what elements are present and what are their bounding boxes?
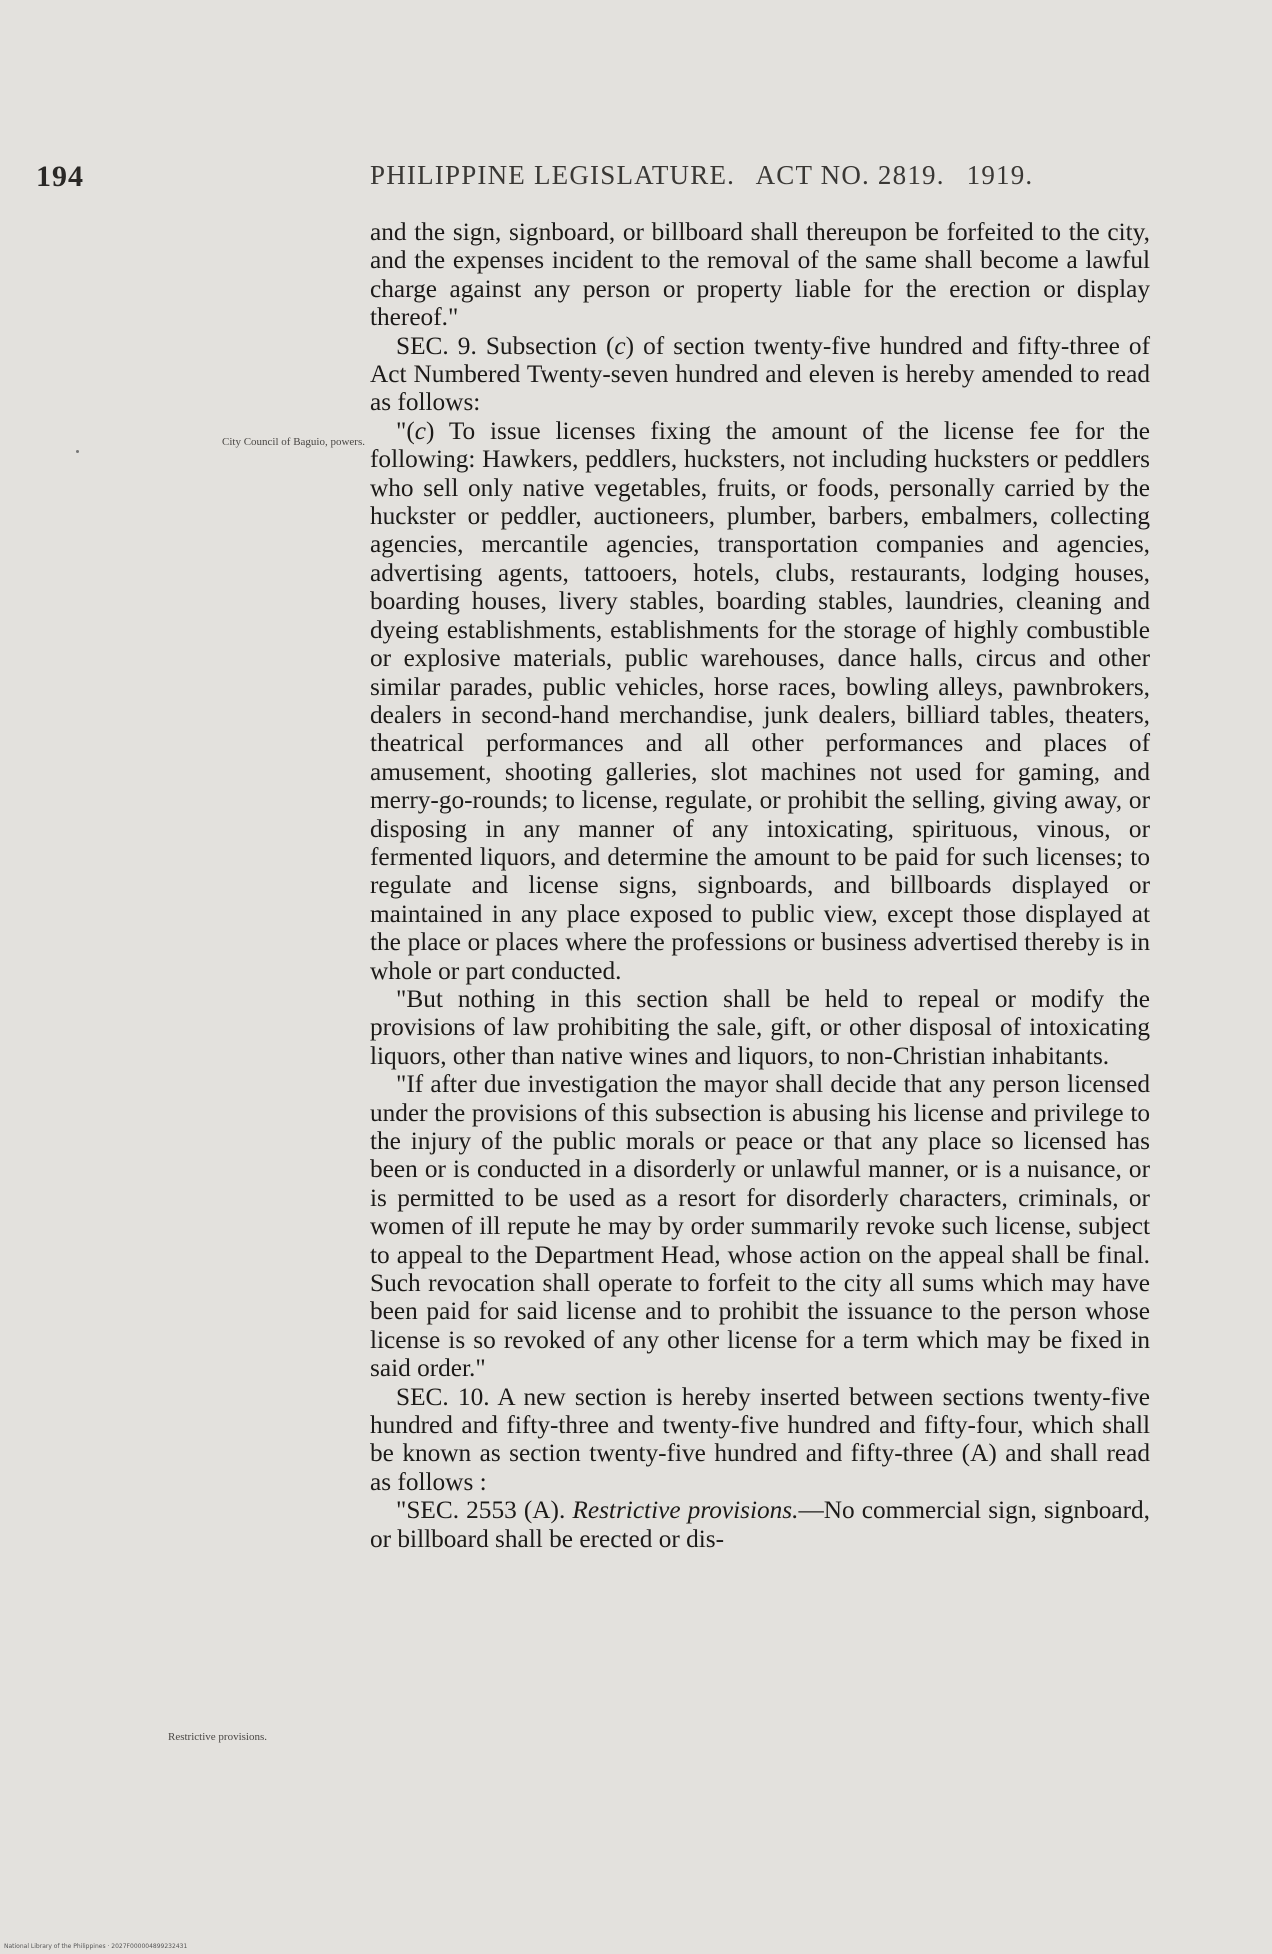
paragraph-revocation: "If after due investigation the mayor shall decide that any person licensed under the provisions of this subsection is abusing his license and privilege to the injury of the public morals or peace or that any place so licensed has been or is conducted in a disorderly or unlawful manner, or is a nuisance, or is permitted to be used as a resort for disorderly characters, criminals, or women of ill repute he may by order summarily revoke such license, subject to appeal to the Department Head, whose action on the appeal shall be final. Such revocation shall operate to forfeit to the city all sums which may have been paid for said license and to prohibit the issuance to the person whose license is so revoked of any other license for a term which may be fixed in said order." xyxy=(370,1070,1150,1383)
paragraph-section-9: SEC. 9. Subsection (c) of section twenty-five hundred and fifty-three of Act Numbered Twenty-seven hundred and eleven is hereby amended to read as follows: xyxy=(370,331,1151,417)
margin-note-restrictive: Restrictive provisions. xyxy=(168,1731,267,1743)
section-label: SEC. 9. xyxy=(396,331,477,360)
paragraph-section-10: SEC. 10. A new section is hereby inserted between sections twenty-five hundred and fifty-three and twenty-five hundred and fifty-four, which shall be known as section twenty-five hundred and fifty-three (A) and shall read as follows : xyxy=(370,1382,1150,1496)
running-head-act: ACT NO. 2819. xyxy=(755,160,945,190)
section-label: SEC. 10. xyxy=(396,1382,490,1411)
section-label: "SEC. 2553 (A). xyxy=(396,1496,566,1525)
margin-mark xyxy=(76,450,79,453)
running-head-title: PHILIPPINE LEGISLATURE. xyxy=(370,160,736,190)
paragraph-section-2553a: "SEC. 2553 (A). Restrictive provisions.—No commercial sign, signboard, or billboard shall be erected or dis- xyxy=(370,1496,1150,1553)
running-head-year: 1919. xyxy=(966,160,1034,190)
section-title: Restrictive provisions. xyxy=(572,1496,799,1525)
paragraph-proviso: "But nothing in this section shall be held to repeal or modify the provisions of law prohibiting the sale, gift, or other disposal of intoxicating liquors, other than native wines and liquors, to non-Christian inhabitants. xyxy=(370,984,1150,1070)
paragraph-subsection-c: "(c) To issue licenses fixing the amount of the license fee for the following: Hawkers, peddlers, hucksters, not including hucksters or peddlers who sell only native vegetables, fruits, or foods, personally carried by the huckster or peddler, auctioneers, plumber, barbers, embalmers, collecting agencies, mercantile agencies, transportation companies and agencies, advertising agents, tattooers, hotels, clubs, restaurants, lodging houses, boarding houses, livery stables, boarding stables, laundries, cleaning and dyeing establishments, establishments for the storage of highly combustible or explosive materials, public warehouses, dance halls, circus and other similar parades, public vehicles, horse races, bowling alleys, pawnbrokers, dealers in second-hand merchandise, junk dealers, billiard tables, theaters, theatrical performances and all other performances and places of amusement, shooting galleries, slot machines not used for gaming, and merry-go-rounds; to license, regulate, or prohibit the selling, giving away, or disposing in any manner of any intoxicating, spirituous, vinous, or fermented liquors, and determine the amount to be paid for such licenses; to regulate and license signs, signboards, and billboards displayed or maintained in any place exposed to public view, except those displayed at the place or places where the professions or business advertised thereby is in whole or part conducted. xyxy=(370,416,1150,985)
running-head xyxy=(370,160,1150,191)
archive-tag: National Library of the Philippines · 2027F000004899232431 xyxy=(4,1943,188,1950)
margin-note-city-council: City Council of Baguio, powers. xyxy=(222,436,365,448)
body-text xyxy=(370,218,1150,1553)
paragraph-continued: and the sign, signboard, or billboard shall thereupon be forfeited to the city, and the expenses incident to the removal of the same shall become a lawful charge against any person or property liable for the erection or display thereof." xyxy=(370,218,1150,332)
page-number: 194 xyxy=(36,160,84,193)
